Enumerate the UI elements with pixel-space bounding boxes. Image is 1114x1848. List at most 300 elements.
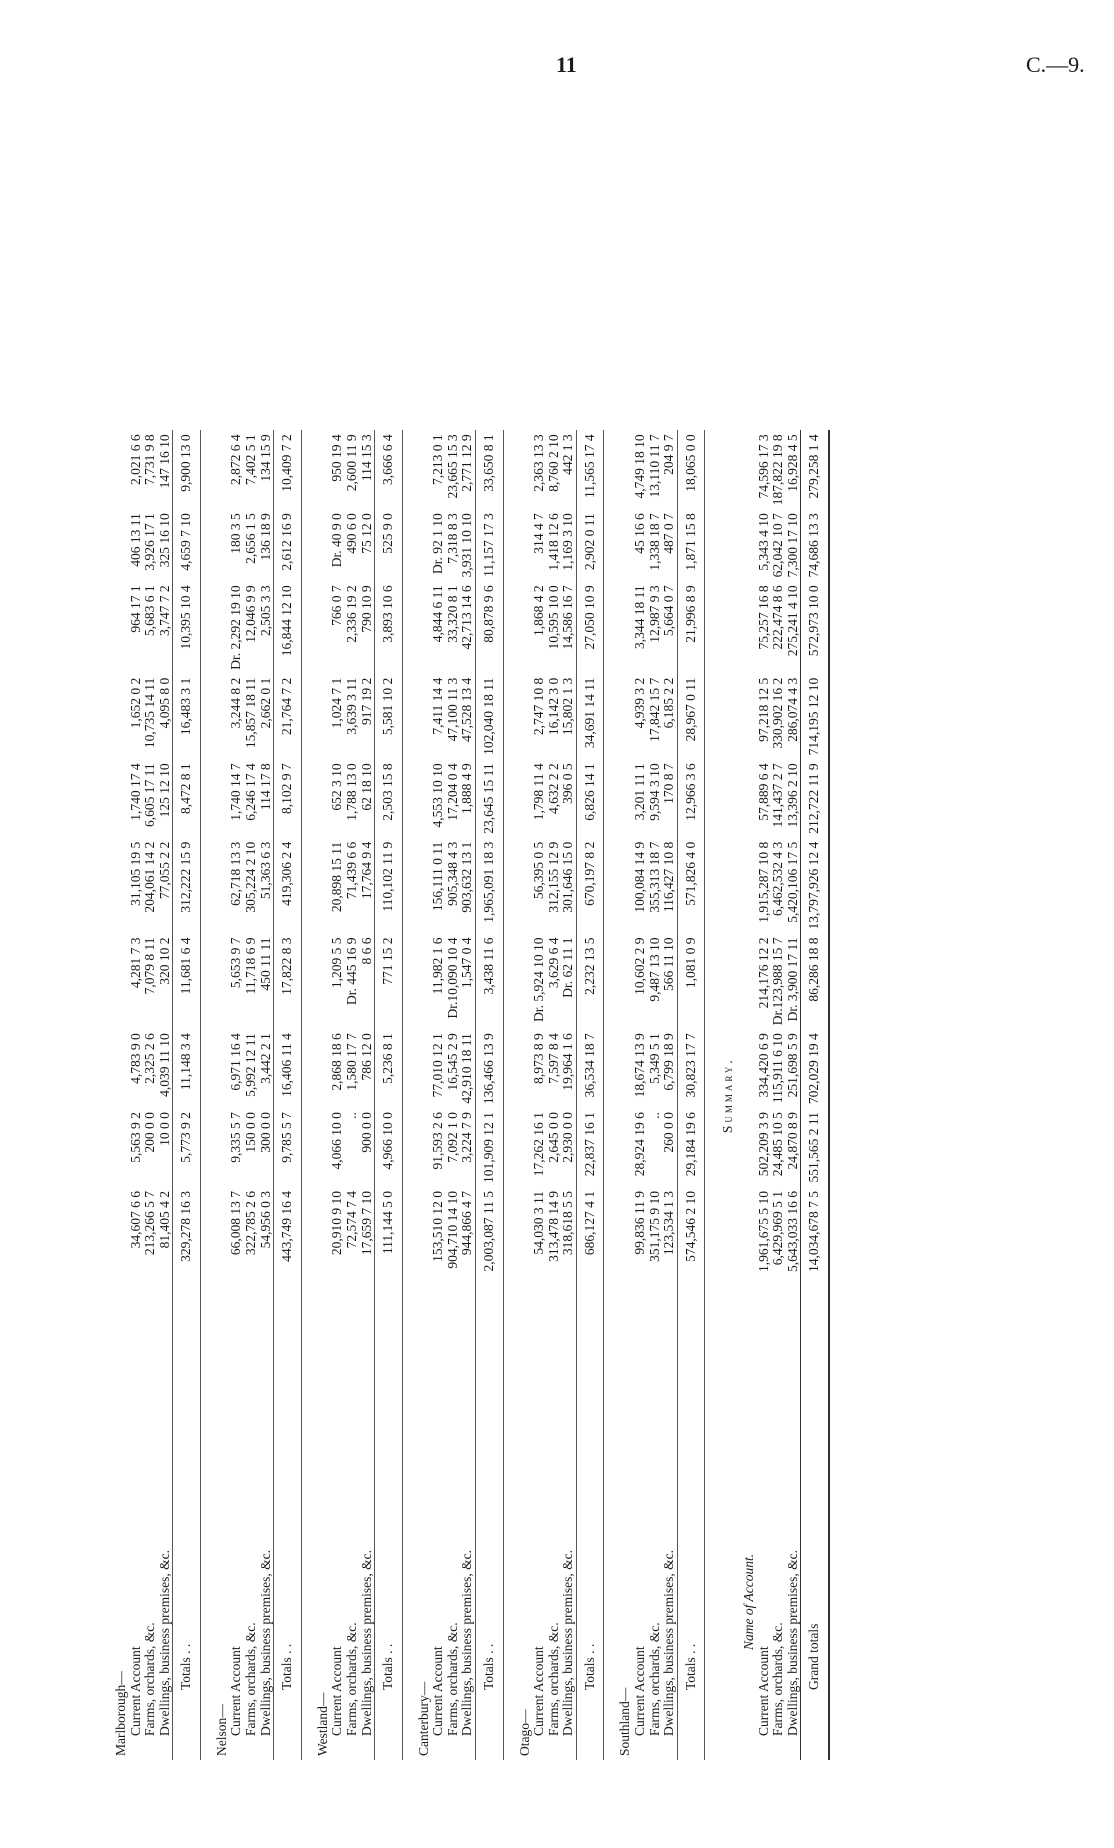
amount-cell: 714,195 12 10 xyxy=(801,674,829,760)
amount-cell: 45 16 6 xyxy=(632,513,648,554)
amount-cell: 312,222 15 9 xyxy=(173,838,201,934)
amount-cell: 279,258 1 4 xyxy=(801,430,829,509)
amount-cell: 36,534 18 7 xyxy=(576,1029,604,1108)
amount-cell: 114 17 8 xyxy=(257,763,273,811)
amount-cell: 2,021 6 6 xyxy=(127,434,143,485)
amount-cell: 28,967 0 11 xyxy=(677,674,705,760)
amount-cell: 11,565 17 4 xyxy=(576,430,604,509)
amount-cell: 51,363 6 3 xyxy=(257,841,273,900)
amount-cell: 9,335 5 7 xyxy=(228,1112,244,1163)
amount-cell: 551,565 2 11 xyxy=(801,1108,829,1187)
row-label: Current Account xyxy=(329,1646,345,1736)
amount-cell: 2,363 13 3 xyxy=(531,434,547,492)
amount-cell: 81,405 4 2 xyxy=(156,1191,172,1249)
amount-cell: 5,349 5 1 xyxy=(646,1033,662,1084)
amount-cell: 1,338 18 7 xyxy=(646,513,662,571)
table-row xyxy=(446,430,461,1760)
amount-cell: 42,910 18 11 xyxy=(459,1033,475,1104)
amount-cell: 7,318 8 3 xyxy=(444,513,460,564)
amount-cell: 23,645 15 11 xyxy=(475,759,503,837)
amount-cell: 12,046 9 9 xyxy=(243,585,259,643)
amount-cell: 156,111 0 11 xyxy=(430,841,446,912)
amount-cell: 54,956 0 3 xyxy=(257,1191,273,1249)
amount-cell: 34,607 6 6 xyxy=(127,1191,143,1249)
amount-cell: 101,909 12 1 xyxy=(475,1108,503,1187)
region-title xyxy=(402,430,431,1760)
amount-cell: 18,674 13 9 xyxy=(632,1033,648,1098)
amount-cell: 5,664 0 7 xyxy=(661,585,677,636)
amount-cell: .. xyxy=(343,1112,359,1119)
amount-cell: 525 9 0 xyxy=(375,509,403,581)
amount-cell: 3,629 6 4 xyxy=(545,937,561,989)
amount-cell: 3,666 6 4 xyxy=(375,430,403,509)
amount-cell: 27,050 10 9 xyxy=(576,581,604,673)
amount-cell: 11,718 6 9 xyxy=(243,937,259,995)
amount-cell: 5,343 4 10 xyxy=(755,513,771,571)
region-title xyxy=(100,430,129,1760)
amount-cell: 442 1 3 xyxy=(560,434,576,475)
amount-cell: 75 12 0 xyxy=(358,513,374,554)
amount-cell: 18,065 0 0 xyxy=(677,430,705,509)
amount-cell: 111,144 5 0 xyxy=(375,1187,403,1276)
amount-cell: 7,402 5 1 xyxy=(243,434,259,485)
amount-cell: 5,683 6 1 xyxy=(142,585,158,636)
amount-cell: 22,837 16 1 xyxy=(576,1108,604,1187)
amount-cell: 5,653 9 7 xyxy=(228,937,244,989)
amount-cell: 10,595 10 0 xyxy=(545,585,561,650)
amount-cell: 24,870 8 9 xyxy=(784,1112,800,1170)
table-row xyxy=(460,430,475,1760)
row-label: Grand totals xyxy=(801,1276,829,1760)
amount-cell: 33,650 8 1 xyxy=(475,430,503,509)
amount-cell: 204 9 7 xyxy=(661,434,677,475)
amount-cell: 4,039 11 10 xyxy=(156,1033,172,1097)
amount-cell: 4,966 10 0 xyxy=(375,1108,403,1187)
amount-cell: 17,822 8 3 xyxy=(274,934,302,1030)
region-title-text: Otago— xyxy=(516,1709,532,1756)
amount-cell: 490 6 0 xyxy=(343,513,359,554)
amount-cell: 1,169 3 10 xyxy=(560,513,576,571)
amount-cell: 2,656 1 5 xyxy=(243,513,259,564)
amount-cell: 213,266 5 7 xyxy=(142,1191,158,1256)
amount-cell: 790 10 9 xyxy=(358,585,374,633)
table-row xyxy=(360,430,375,1760)
amount-cell: 86,286 18 8 xyxy=(801,934,829,1030)
amount-cell: 16,844 12 10 xyxy=(274,581,302,673)
amount-cell: 502,209 3 9 xyxy=(755,1112,771,1177)
amount-cell: 16,483 3 1 xyxy=(173,674,201,760)
summary-name-header-text: Name of Account. xyxy=(740,1553,756,1650)
amount-cell: 8,973 8 9 xyxy=(531,1033,547,1084)
amount-cell: 3,344 18 11 xyxy=(632,585,648,649)
rotated-table-container xyxy=(100,100,1000,1760)
amount-cell: 1,888 4 9 xyxy=(459,763,475,814)
amount-cell: 1,209 5 5 xyxy=(329,937,345,989)
table-row xyxy=(229,430,244,1760)
amount-cell: 3,931 10 10 xyxy=(459,513,475,578)
amount-cell: 2,600 11 9 xyxy=(343,434,359,492)
amount-cell: 443,749 16 4 xyxy=(274,1187,302,1276)
amount-cell: 21,996 8 9 xyxy=(677,581,705,673)
amount-cell: 34,691 14 11 xyxy=(576,674,604,760)
amount-cell: 33,320 8 1 xyxy=(444,585,460,643)
region-title-text: Marlborough— xyxy=(113,1671,128,1756)
amount-cell: 10,409 7 2 xyxy=(274,430,302,509)
amount-cell: 30,823 17 7 xyxy=(677,1029,705,1108)
amount-cell: 17,204 0 4 xyxy=(444,763,460,821)
amount-cell: 1,868 4 2 xyxy=(531,585,547,636)
table-row xyxy=(345,430,360,1760)
amount-cell: 212,722 11 9 xyxy=(801,759,829,837)
amount-cell: 2,505 3 3 xyxy=(257,585,273,636)
amount-cell: 24,485 10 5 xyxy=(770,1112,786,1177)
amount-cell: 14,034,678 7 5 xyxy=(801,1187,829,1276)
amount-cell: 286,074 4 3 xyxy=(784,677,800,742)
row-label: Farms, orchards, &c. xyxy=(243,1622,259,1736)
amount-cell: 1,915,287 10 8 xyxy=(755,841,771,923)
amount-cell: 16,142 3 0 xyxy=(545,677,561,736)
totals-label: Totals . . xyxy=(274,1276,302,1760)
amount-cell: 74,686 13 3 xyxy=(801,509,829,581)
amount-cell: 566 11 10 xyxy=(661,937,677,991)
amount-cell: 200 0 0 xyxy=(142,1112,158,1153)
amount-cell: 964 17 1 xyxy=(127,585,143,633)
region-title xyxy=(200,430,229,1760)
amount-cell: 102,040 18 11 xyxy=(475,674,503,760)
amount-cell: 16,406 11 4 xyxy=(274,1029,302,1108)
amount-cell: 1,740 17 4 xyxy=(127,763,143,821)
amount-cell: 652 3 10 xyxy=(329,763,345,811)
amount-cell: 917 19 2 xyxy=(358,677,374,725)
amount-cell: 6,799 18 9 xyxy=(661,1033,677,1091)
totals-row xyxy=(576,430,604,1760)
amount-cell: 571,826 4 0 xyxy=(677,838,705,934)
amount-cell: 6,429,969 5 1 xyxy=(770,1191,786,1266)
amount-cell: 4,281 7 3 xyxy=(127,937,143,989)
amount-cell: 3,224 7 9 xyxy=(459,1112,475,1163)
amount-cell: 134 15 9 xyxy=(257,434,273,482)
row-label: Dwellings, business premises, &c. xyxy=(156,1550,172,1736)
amount-cell: 9,594 3 10 xyxy=(646,763,662,821)
row-label: Farms, orchards, &c. xyxy=(142,1622,158,1736)
amount-cell: 2,612 16 9 xyxy=(274,509,302,581)
amount-cell: 62,042 10 7 xyxy=(770,513,786,578)
row-label: Current Account xyxy=(430,1646,446,1736)
amount-cell: 12,966 3 6 xyxy=(677,759,705,837)
amount-cell: Dr. 5,924 10 10 xyxy=(531,937,547,1022)
amount-cell: 406 13 11 xyxy=(127,513,143,567)
amount-cell: 153,510 12 0 xyxy=(430,1191,446,1262)
amount-cell: 1,580 17 7 xyxy=(343,1033,359,1091)
amount-cell: 20,898 15 11 xyxy=(329,841,345,913)
amount-cell: 944,866 4 7 xyxy=(459,1191,475,1256)
amount-cell: 15,857 18 11 xyxy=(243,677,259,749)
amount-cell: 312,155 12 9 xyxy=(545,841,561,913)
row-label: Current Account xyxy=(228,1646,244,1736)
amount-cell: 54,030 3 11 xyxy=(531,1191,547,1255)
table-row xyxy=(757,430,772,1760)
amount-cell: 905,348 4 3 xyxy=(444,841,460,906)
amount-cell: 74,596 17 3 xyxy=(755,434,771,499)
amount-cell: 10,395 10 4 xyxy=(173,581,201,673)
amount-cell: 28,924 19 6 xyxy=(632,1112,648,1177)
region-title-text: Westland— xyxy=(314,1692,330,1756)
amount-cell: 4,939 3 2 xyxy=(632,677,648,729)
amount-cell: 3,201 11 1 xyxy=(632,763,648,821)
amount-cell: .. xyxy=(646,1112,662,1119)
amount-cell: 8,102 9 7 xyxy=(274,759,302,837)
amount-cell: 116,427 10 8 xyxy=(661,841,677,913)
amount-cell: 322,785 2 6 xyxy=(243,1191,259,1256)
amount-cell: 6,185 2 2 xyxy=(661,677,677,729)
region-title xyxy=(503,430,532,1760)
amount-cell: 170 8 7 xyxy=(661,763,677,804)
amount-cell: 572,973 10 0 xyxy=(801,581,829,673)
amount-cell: 99,836 11 9 xyxy=(632,1191,648,1255)
amount-cell: 2,003,087 11 5 xyxy=(475,1187,503,1276)
amount-cell: 771 15 2 xyxy=(375,934,403,1030)
amount-cell: 136 18 9 xyxy=(257,513,273,561)
amount-cell: Dr. 2,292 19 10 xyxy=(228,585,244,670)
amount-cell: 3,639 3 11 xyxy=(343,677,359,735)
amount-cell: Dr. 445 16 9 xyxy=(343,937,359,1005)
amount-cell: 5,563 9 2 xyxy=(127,1112,143,1163)
amount-cell: 204,061 14 2 xyxy=(142,841,158,913)
amount-cell: 1,081 0 9 xyxy=(677,934,705,1030)
table-row xyxy=(561,430,576,1760)
amount-cell: 7,597 8 4 xyxy=(545,1033,561,1084)
amount-cell: 11,157 17 3 xyxy=(475,509,503,581)
amount-cell: 318,618 5 5 xyxy=(560,1191,576,1256)
amount-cell: 5,420,106 17 5 xyxy=(784,841,800,923)
amount-cell: 4,095 8 0 xyxy=(156,677,172,729)
amount-cell: 450 11 11 xyxy=(257,937,273,991)
row-label: Farms, orchards, &c. xyxy=(444,1622,460,1736)
amount-cell: 4,632 2 2 xyxy=(545,763,561,814)
table-row xyxy=(547,430,562,1760)
row-label: Dwellings, business premises, &c. xyxy=(257,1550,273,1736)
row-label: Current Account xyxy=(632,1646,648,1736)
row-label: Farms, orchards, &c. xyxy=(770,1622,786,1736)
amount-cell: 5,992 12 11 xyxy=(243,1033,259,1097)
amount-cell: 180 3 5 xyxy=(228,513,244,554)
amount-cell: 3,893 10 6 xyxy=(375,581,403,673)
amount-cell: 904,710 14 10 xyxy=(444,1191,460,1269)
amount-cell: 1,871 15 8 xyxy=(677,509,705,581)
amount-cell: 2,868 18 6 xyxy=(329,1033,345,1091)
amount-cell: 3,926 17 1 xyxy=(142,513,158,571)
amount-cell: 4,844 6 11 xyxy=(430,585,446,643)
amount-cell: 2,872 6 4 xyxy=(228,434,244,485)
amount-cell: 187,822 19 8 xyxy=(770,434,786,506)
amount-cell: 71,439 6 6 xyxy=(343,841,359,900)
row-label: Dwellings, business premises, &c. xyxy=(784,1550,800,1736)
amount-cell: 2,747 10 8 xyxy=(531,677,547,736)
amount-cell: 20,910 9 10 xyxy=(329,1191,345,1256)
amount-cell: 11,982 1 6 xyxy=(430,937,446,995)
amount-cell: 29,184 19 6 xyxy=(677,1108,705,1187)
amount-cell: Dr. 3,900 17 11 xyxy=(784,937,800,1022)
amount-cell: 10 0 0 xyxy=(156,1112,172,1146)
amount-cell: 114 15 3 xyxy=(358,434,374,482)
amount-cell: 47,528 13 4 xyxy=(459,677,475,742)
amount-cell: 251,698 5 9 xyxy=(784,1033,800,1098)
amount-cell: 5,773 9 2 xyxy=(173,1108,201,1187)
amount-cell: 950 19 4 xyxy=(329,434,345,482)
amount-cell: Dr.10,090 10 4 xyxy=(444,937,460,1019)
totals-label: Totals . . xyxy=(677,1276,705,1760)
amount-cell: 21,764 7 2 xyxy=(274,674,302,760)
amount-cell: 6,462,532 4 3 xyxy=(770,841,786,916)
amount-cell: 900 0 0 xyxy=(358,1112,374,1153)
amount-cell: 5,643,033 16 6 xyxy=(784,1191,800,1272)
amount-cell: 329,278 16 3 xyxy=(173,1187,201,1276)
amount-cell: 66,008 13 7 xyxy=(228,1191,244,1256)
amount-cell: 1,547 0 4 xyxy=(459,937,475,989)
region-title xyxy=(301,430,330,1760)
row-label: Dwellings, business premises, &c. xyxy=(560,1550,576,1736)
amount-cell: 10,602 2 9 xyxy=(632,937,648,995)
totals-row xyxy=(677,430,705,1760)
table-row xyxy=(259,430,274,1760)
table-row xyxy=(143,430,158,1760)
amount-cell: 686,127 4 1 xyxy=(576,1187,604,1276)
amount-cell: 766 0 7 xyxy=(329,585,345,626)
amount-cell: 1,965,091 18 3 xyxy=(475,838,503,934)
amount-cell: 13,110 11 7 xyxy=(646,434,662,498)
totals-row xyxy=(475,430,503,1760)
row-label: Current Account xyxy=(755,1646,771,1736)
amount-cell: 42,713 14 6 xyxy=(459,585,475,650)
row-label: Dwellings, business premises, &c. xyxy=(661,1550,677,1736)
amount-cell: 12,987 9 3 xyxy=(646,585,662,643)
amount-cell: 6,246 17 4 xyxy=(243,763,259,821)
amount-cell: 19,964 1 6 xyxy=(560,1033,576,1091)
table-row xyxy=(648,430,663,1760)
amount-cell: 334,420 6 9 xyxy=(755,1033,771,1098)
amount-cell: 3,747 7 2 xyxy=(156,585,172,636)
amount-cell: 17,659 7 10 xyxy=(358,1191,374,1256)
amount-cell: 15,802 1 3 xyxy=(560,677,576,736)
amount-cell: 222,474 8 6 xyxy=(770,585,786,650)
amount-cell: 16,545 2 9 xyxy=(444,1033,460,1091)
amount-cell: 4,659 7 10 xyxy=(173,509,201,581)
amount-cell: 8,760 2 10 xyxy=(545,434,561,492)
amount-cell: 5,236 8 1 xyxy=(375,1029,403,1108)
amount-cell: 7,079 8 11 xyxy=(142,937,158,995)
amount-cell: 17,842 15 7 xyxy=(646,677,662,742)
amount-cell: 1,798 11 4 xyxy=(531,763,547,821)
amount-cell: 77,010 12 1 xyxy=(430,1033,446,1098)
amount-cell: 314 4 7 xyxy=(531,513,547,554)
amount-cell: Dr. 62 11 1 xyxy=(560,937,576,998)
amount-cell: 702,029 19 4 xyxy=(801,1029,829,1108)
table-row xyxy=(244,430,259,1760)
summary-title xyxy=(705,430,736,1760)
row-label: Dwellings, business premises, &c. xyxy=(459,1550,475,1736)
totals-label: Totals . . xyxy=(375,1276,403,1760)
amount-cell: 4,066 10 0 xyxy=(329,1112,345,1170)
amount-cell: 147 16 10 xyxy=(156,434,172,489)
amount-cell: 670,197 8 2 xyxy=(576,838,604,934)
amount-cell: 77,055 2 2 xyxy=(156,841,172,900)
amount-cell: 313,478 14 9 xyxy=(545,1191,561,1262)
amount-cell: 260 0 0 xyxy=(661,1112,677,1153)
amount-cell: 3,438 11 6 xyxy=(475,934,503,1030)
region-title-text: Canterbury— xyxy=(415,1681,431,1756)
amount-cell: 275,241 4 10 xyxy=(784,585,800,657)
amount-cell: 4,553 10 10 xyxy=(430,763,446,828)
amount-cell: 115,911 6 10 xyxy=(770,1033,786,1104)
amount-cell: 3,244 8 2 xyxy=(228,677,244,729)
amount-cell: 7,731 9 8 xyxy=(142,434,158,485)
amount-cell: 419,306 2 4 xyxy=(274,838,302,934)
amount-cell: 141,437 2 7 xyxy=(770,763,786,828)
amount-cell: 1,788 13 0 xyxy=(343,763,359,821)
amount-cell: 2,325 2 6 xyxy=(142,1033,158,1084)
amount-cell: 31,105 19 5 xyxy=(127,841,143,906)
table-row xyxy=(633,430,648,1760)
amount-cell: 9,785 5 7 xyxy=(274,1108,302,1187)
row-label: Farms, orchards, &c. xyxy=(545,1622,561,1736)
table-row xyxy=(330,430,345,1760)
amount-cell: 9,487 13 10 xyxy=(646,937,662,1002)
grand-totals-row xyxy=(801,430,829,1760)
summary-title-text: Summary. xyxy=(720,1057,736,1134)
row-label: Current Account xyxy=(127,1646,143,1736)
amount-cell: 6,971 16 4 xyxy=(228,1033,244,1091)
amount-cell: 2,336 19 2 xyxy=(343,585,359,643)
amount-cell: 487 0 7 xyxy=(661,513,677,554)
amount-cell: 396 0 5 xyxy=(560,763,576,804)
table-row xyxy=(129,430,144,1760)
totals-label: Totals . . xyxy=(475,1276,503,1760)
totals-row xyxy=(375,430,403,1760)
page-number: 11 xyxy=(556,52,577,77)
amount-cell: 3,442 2 1 xyxy=(257,1033,273,1084)
amount-cell: 214,176 12 2 xyxy=(755,937,771,1009)
table-row xyxy=(786,430,801,1760)
amount-cell: Dr.123,988 15 7 xyxy=(770,937,786,1026)
amount-cell: 97,218 12 5 xyxy=(755,677,771,742)
amount-cell: 325 16 10 xyxy=(156,513,172,568)
amount-cell: 5,581 10 2 xyxy=(375,674,403,760)
amount-cell: 301,646 15 0 xyxy=(560,841,576,913)
amount-cell: 4,783 9 0 xyxy=(127,1033,143,1084)
amount-cell: 47,100 11 3 xyxy=(444,677,460,742)
amount-cell: 2,902 0 11 xyxy=(576,509,604,581)
amount-cell: 13,797,926 12 4 xyxy=(801,838,829,934)
amount-cell: 305,224 2 10 xyxy=(243,841,259,913)
amount-cell: 351,175 9 10 xyxy=(646,1191,662,1262)
amount-cell: 11,681 6 4 xyxy=(173,934,201,1030)
amount-cell: 110,102 11 9 xyxy=(375,838,403,934)
amount-cell: 7,092 1 0 xyxy=(444,1112,460,1163)
amount-cell: 14,586 16 7 xyxy=(560,585,576,650)
amount-cell: 16,928 4 5 xyxy=(784,434,800,492)
amount-cell: 1,961,675 5 10 xyxy=(755,1191,771,1272)
amount-cell: 10,735 14 11 xyxy=(142,677,158,749)
amount-cell: 7,300 17 10 xyxy=(784,513,800,578)
amount-cell: 75,257 16 8 xyxy=(755,585,771,650)
document-reference: C.—9. xyxy=(1026,52,1085,77)
amount-cell: 11,148 3 4 xyxy=(173,1029,201,1108)
summary-name-header xyxy=(736,430,757,1760)
amount-cell: 6,605 17 11 xyxy=(142,763,158,827)
amount-cell: 355,313 18 7 xyxy=(646,841,662,913)
row-label: Dwellings, business premises, &c. xyxy=(358,1550,374,1736)
amount-cell: 57,889 6 4 xyxy=(755,763,771,821)
